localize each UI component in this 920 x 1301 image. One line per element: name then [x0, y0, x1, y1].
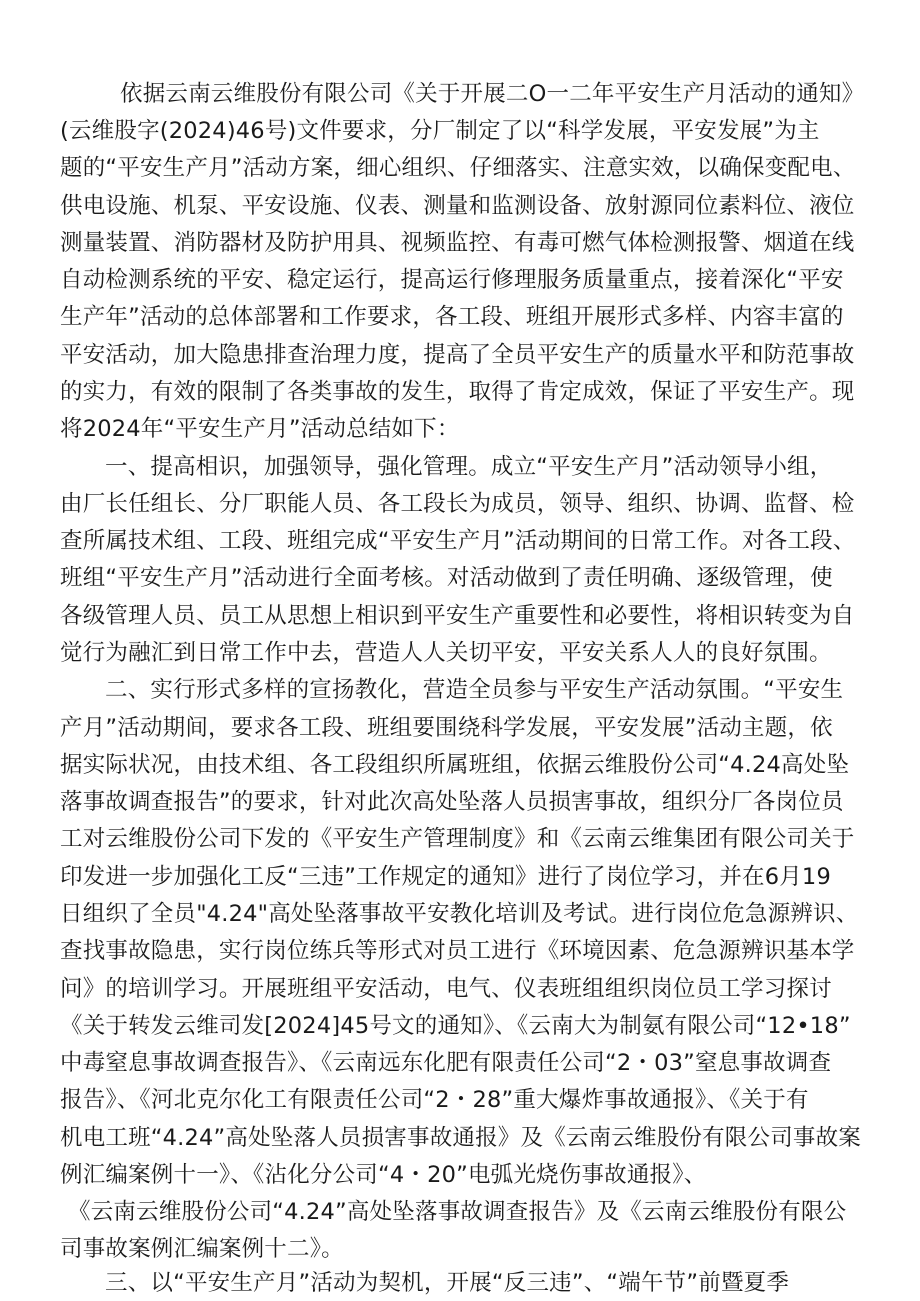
section-two-line: 报告》、《河北克尔化工有限责任公司“2・28”重大爆炸事故通报》、《关于有 [60, 1087, 809, 1113]
section-one-line: 由厂长任组长、分厂职能人员、各工段长为成员，领导、组织、协调、监督、检 [60, 491, 855, 517]
section-one-line: 班组“平安生产月”活动进行全面考核。对活动做到了责任明确、逐级管理，使 [60, 565, 833, 591]
section-two-line: 印发进一步加强化工反“三违”工作规定的通知》进行了岗位学习，并在6月19 [60, 864, 831, 890]
paragraph-intro-line: (云维股字(2024)46号)文件要求，分厂制定了以“科学发展，平安发展”为主 [60, 118, 820, 144]
section-one-line: 觉行为融汇到日常工作中去，营造人人关切平安，平安关系人人的良好氛围。 [60, 640, 832, 666]
section-two-line: 产月”活动期间，要求各工段、班组要围绕科学发展，平安发展”活动主题，依 [60, 715, 833, 741]
section-three-line: 三、以“平安生产月”活动为契机，开展“反三违”、“端午节”前暨夏季 [105, 1270, 790, 1296]
section-two-line: 例汇编案例十一》、《沾化分公司“4・20”电弧光烧伤事故通报》、 [60, 1162, 707, 1188]
section-two-line: 问》的培训学习。开展班组平安活动，电气、仪表班组组织岗位员工学习探讨 [60, 976, 832, 1002]
paragraph-intro-line: 平安活动，加大隐患排查治理力度，提高了全员平安生产的质量水平和防范事故 [60, 342, 855, 368]
section-two-line: 司事故案例汇编案例十二》。 [60, 1236, 344, 1262]
paragraph-intro-line: 的实力，有效的限制了各类事故的发生，取得了肯定成效，保证了平安生产。现 [60, 379, 855, 405]
paragraph-intro-line: 生产年”活动的总体部署和工作要求，各工段、班组开展形式多样、内容丰富的 [60, 304, 844, 330]
section-one-line: 查所属技术组、工段、班组完成“平安生产月”活动期间的日常工作。对各工段、 [60, 528, 856, 554]
section-two-line: 机电工班“4.24”高处坠落人员损害事故通报》及《云南云维股份有限公司事故案 [60, 1125, 862, 1151]
paragraph-intro-line: 依据云南云维股份有限公司《关于开展二O一二年平安生产月活动的通知》 [120, 81, 865, 107]
section-one-line: 一、提高相识，加强领导，强化管理。成立“平安生产月”活动领导小组， [105, 454, 833, 480]
section-one-line: 各级管理人员、员工从思想上相识到平安生产重要性和必要性，将相识转变为自 [60, 603, 855, 629]
section-two-line: 中毒窒息事故调查报告》、《云南远东化肥有限责任公司“2・03”窒息事故调查 [60, 1050, 832, 1076]
section-two-line: 《关于转发云维司发[2024]45号文的通知》、《云南大为制氨有限公司“12•18” [60, 1013, 851, 1039]
section-two-line: 工对云维股份公司下发的《平安生产管理制度》和《云南云维集团有限公司关于 [60, 826, 855, 852]
section-two-line: 日组织了全员"4.24"高处坠落事故平安教化培训及考试。进行岗位危急源辨识、 [60, 901, 859, 927]
paragraph-intro-line: 题的“平安生产月”活动方案，细心组织、仔细落实、注意实效，以确保变配电、 [60, 155, 856, 181]
section-two-line: 查找事故隐患，实行岗位练兵等形式对员工进行《环境因素、危急源辨识基本学 [60, 938, 855, 964]
paragraph-intro-line: 将2024年“平安生产月”活动总结如下： [60, 416, 460, 442]
section-two-line: 《云南云维股份公司“4.24”高处坠落事故调查报告》及《云南云维股份有限公 [68, 1199, 847, 1225]
section-two-line: 二、实行形式多样的宣扬教化，营造全员参与平安生产活动氛围。“平安生 [105, 677, 844, 703]
paragraph-intro-line: 自动检测系统的平安、稳定运行，提高运行修理服务质量重点，接着深化“平安 [60, 267, 844, 293]
paragraph-intro-line: 供电设施、机泵、平安设施、仪表、测量和监测设备、放射源同位素料位、液位 [60, 193, 855, 219]
paragraph-intro-line: 测量装置、消防器材及防护用具、视频监控、有毒可燃气体检测报警、烟道在线 [60, 230, 855, 256]
section-two-line: 落事故调查报告”的要求，针对此次高处坠落人员损害事故，组织分厂各岗位员 [60, 789, 844, 815]
section-two-line: 据实际状况，由技术组、各工段组织所属班组，依据云维股份公司“4.24高处坠 [60, 752, 850, 778]
